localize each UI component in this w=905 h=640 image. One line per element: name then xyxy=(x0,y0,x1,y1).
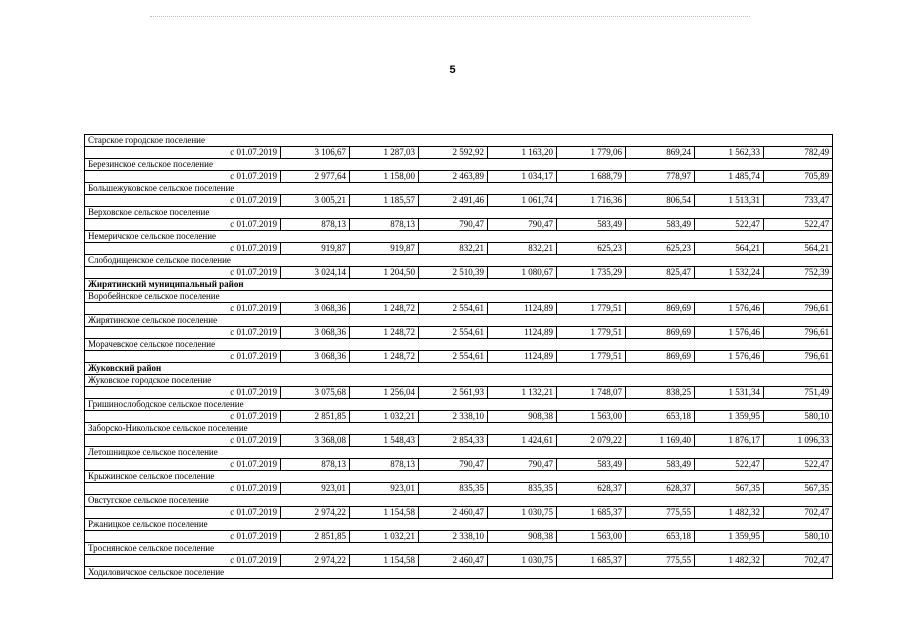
tariff-value-cell: 1 563,00 xyxy=(557,531,626,543)
tariff-value-cell: 567,35 xyxy=(695,483,764,495)
tariff-value-cell: 1 482,32 xyxy=(695,555,764,567)
tariff-table xyxy=(84,134,833,579)
tariff-value-cell: 835,35 xyxy=(419,483,488,495)
tariff-value-cell: 705,89 xyxy=(764,171,833,183)
page-number: 5 xyxy=(449,64,456,76)
settlement-header-row xyxy=(85,543,833,555)
tariff-value-cell: 796,61 xyxy=(764,351,833,363)
tariff-value-cell: 583,49 xyxy=(557,219,626,231)
effective-date: с 01.07.2019 xyxy=(85,459,281,471)
tariff-value-cell: 923,01 xyxy=(281,483,350,495)
tariff-value-cell: 2 554,61 xyxy=(419,327,488,339)
tariff-value-cell: 838,25 xyxy=(626,387,695,399)
tariff-value-cell: 869,69 xyxy=(626,351,695,363)
effective-date: с 01.07.2019 xyxy=(85,555,281,567)
settlement-header-row xyxy=(85,255,833,267)
tariff-value-cell: 2 977,64 xyxy=(281,171,350,183)
tariff-value-cell: 1 287,03 xyxy=(350,147,419,159)
tariff-value-cell: 908,38 xyxy=(488,411,557,423)
tariff-value-cell: 1 748,07 xyxy=(557,387,626,399)
settlement-header-row xyxy=(85,399,833,411)
effective-date: с 01.07.2019 xyxy=(85,411,281,423)
tariff-data-row xyxy=(85,267,833,279)
tariff-data-row xyxy=(85,195,833,207)
effective-date: с 01.07.2019 xyxy=(85,303,281,315)
tariff-value-cell: 2 460,47 xyxy=(419,555,488,567)
tariff-data-row xyxy=(85,387,833,399)
tariff-value-cell: 2 851,85 xyxy=(281,531,350,543)
settlement-name: Воробейнское сельское поселение xyxy=(85,291,833,303)
tariff-value-cell: 790,47 xyxy=(488,219,557,231)
effective-date: с 01.07.2019 xyxy=(85,195,281,207)
tariff-value-cell: 1 154,58 xyxy=(350,555,419,567)
settlement-name: Жуковское городское поселение xyxy=(85,375,833,387)
effective-date: с 01.07.2019 xyxy=(85,435,281,447)
tariff-value-cell: 702,47 xyxy=(764,555,833,567)
tariff-value-cell: 775,55 xyxy=(626,555,695,567)
district-header-row xyxy=(85,363,833,375)
tariff-value-cell: 878,13 xyxy=(281,459,350,471)
tariff-value-cell: 1 685,37 xyxy=(557,507,626,519)
settlement-header-row xyxy=(85,315,833,327)
tariff-value-cell: 878,13 xyxy=(350,459,419,471)
tariff-value-cell: 790,47 xyxy=(419,219,488,231)
tariff-value-cell: 1 061,74 xyxy=(488,195,557,207)
tariff-data-row xyxy=(85,147,833,159)
tariff-value-cell: 1 779,51 xyxy=(557,327,626,339)
tariff-value-cell: 790,47 xyxy=(419,459,488,471)
tariff-value-cell: 1 779,06 xyxy=(557,147,626,159)
tariff-value-cell: 564,21 xyxy=(764,243,833,255)
tariff-value-cell: 782,49 xyxy=(764,147,833,159)
tariff-value-cell: 775,55 xyxy=(626,507,695,519)
settlement-name: Верховское сельское поселение xyxy=(85,207,833,219)
district-name: Жирятинский муниципальный район xyxy=(85,279,833,291)
settlement-name: Немеричское сельское поселение xyxy=(85,231,833,243)
tariff-value-cell: 3 106,67 xyxy=(281,147,350,159)
tariff-value-cell: 1 688,79 xyxy=(557,171,626,183)
tariff-value-cell: 583,49 xyxy=(626,219,695,231)
tariff-value-cell: 2 851,85 xyxy=(281,411,350,423)
tariff-value-cell: 869,24 xyxy=(626,147,695,159)
tariff-value-cell: 1 154,58 xyxy=(350,507,419,519)
settlement-header-row xyxy=(85,135,833,147)
tariff-value-cell: 1124,89 xyxy=(488,351,557,363)
effective-date: с 01.07.2019 xyxy=(85,387,281,399)
tariff-value-cell: 1 034,17 xyxy=(488,171,557,183)
tariff-data-row xyxy=(85,351,833,363)
settlement-name: Овстугское сельское поселение xyxy=(85,495,833,507)
tariff-value-cell: 3 068,36 xyxy=(281,327,350,339)
effective-date: с 01.07.2019 xyxy=(85,531,281,543)
tariff-value-cell: 3 068,36 xyxy=(281,351,350,363)
tariff-value-cell: 832,21 xyxy=(488,243,557,255)
tariff-value-cell: 1 158,00 xyxy=(350,171,419,183)
tariff-value-cell: 796,61 xyxy=(764,303,833,315)
tariff-value-cell: 3 368,08 xyxy=(281,435,350,447)
tariff-value-cell: 1 576,46 xyxy=(695,303,764,315)
effective-date: с 01.07.2019 xyxy=(85,171,281,183)
settlement-name: Старское городское поселение xyxy=(85,135,833,147)
tariff-data-row xyxy=(85,483,833,495)
tariff-data-row xyxy=(85,243,833,255)
tariff-value-cell: 3 075,68 xyxy=(281,387,350,399)
district-header-row xyxy=(85,279,833,291)
tariff-value-cell: 806,54 xyxy=(626,195,695,207)
tariff-value-cell: 1 256,04 xyxy=(350,387,419,399)
tariff-value-cell: 2 491,46 xyxy=(419,195,488,207)
tariff-value-cell: 522,47 xyxy=(695,219,764,231)
tariff-value-cell: 1 482,32 xyxy=(695,507,764,519)
tariff-data-row xyxy=(85,303,833,315)
tariff-value-cell: 1124,89 xyxy=(488,303,557,315)
settlement-header-row xyxy=(85,447,833,459)
effective-date: с 01.07.2019 xyxy=(85,483,281,495)
settlement-name: Троснянское сельское поселение xyxy=(85,543,833,555)
tariff-value-cell: 3 068,36 xyxy=(281,303,350,315)
tariff-value-cell: 790,47 xyxy=(488,459,557,471)
tariff-value-cell: 1 163,20 xyxy=(488,147,557,159)
tariff-value-cell: 3 005,21 xyxy=(281,195,350,207)
tariff-value-cell: 1 032,21 xyxy=(350,411,419,423)
tariff-value-cell: 2 079,22 xyxy=(557,435,626,447)
settlement-name: Заборско-Никольское сельское поселение xyxy=(85,423,833,435)
scan-artifact-line xyxy=(150,16,750,18)
tariff-value-cell: 2 463,89 xyxy=(419,171,488,183)
tariff-value-cell: 1 030,75 xyxy=(488,507,557,519)
tariff-value-cell: 522,47 xyxy=(695,459,764,471)
tariff-value-cell: 1 532,24 xyxy=(695,267,764,279)
tariff-value-cell: 2 974,22 xyxy=(281,555,350,567)
tariff-data-row xyxy=(85,555,833,567)
tariff-value-cell: 1 359,95 xyxy=(695,531,764,543)
tariff-data-row xyxy=(85,171,833,183)
tariff-value-cell: 1 132,21 xyxy=(488,387,557,399)
tariff-value-cell: 923,01 xyxy=(350,483,419,495)
tariff-value-cell: 1 531,34 xyxy=(695,387,764,399)
tariff-value-cell: 2 338,10 xyxy=(419,531,488,543)
tariff-value-cell: 832,21 xyxy=(419,243,488,255)
settlement-header-row xyxy=(85,183,833,195)
tariff-value-cell: 1 030,75 xyxy=(488,555,557,567)
settlement-name: Слободищенское сельское поселение xyxy=(85,255,833,267)
tariff-value-cell: 1 685,37 xyxy=(557,555,626,567)
tariff-value-cell: 625,23 xyxy=(557,243,626,255)
effective-date: с 01.07.2019 xyxy=(85,243,281,255)
tariff-value-cell: 2 554,61 xyxy=(419,351,488,363)
tariff-value-cell: 3 024,14 xyxy=(281,267,350,279)
tariff-value-cell: 653,18 xyxy=(626,531,695,543)
settlement-header-row xyxy=(85,231,833,243)
settlement-header-row xyxy=(85,423,833,435)
tariff-value-cell: 1 248,72 xyxy=(350,303,419,315)
settlement-name: Жирятинское сельское поселение xyxy=(85,315,833,327)
tariff-value-cell: 733,47 xyxy=(764,195,833,207)
settlement-name: Гришинослободское сельское поселение xyxy=(85,399,833,411)
tariff-value-cell: 1 563,00 xyxy=(557,411,626,423)
tariff-value-cell: 580,10 xyxy=(764,411,833,423)
tariff-value-cell: 2 854,33 xyxy=(419,435,488,447)
tariff-data-row xyxy=(85,531,833,543)
settlement-header-row xyxy=(85,339,833,351)
settlement-header-row xyxy=(85,519,833,531)
tariff-value-cell: 1 562,33 xyxy=(695,147,764,159)
settlement-header-row xyxy=(85,207,833,219)
district-name: Жуковский район xyxy=(85,363,833,375)
settlement-header-row xyxy=(85,159,833,171)
settlement-name: Березинское сельское поселение xyxy=(85,159,833,171)
tariff-value-cell: 1 716,36 xyxy=(557,195,626,207)
tariff-value-cell: 1 576,46 xyxy=(695,351,764,363)
tariff-value-cell: 878,13 xyxy=(281,219,350,231)
tariff-value-cell: 878,13 xyxy=(350,219,419,231)
tariff-value-cell: 1 080,67 xyxy=(488,267,557,279)
settlement-name: Крыжинское сельское поселение xyxy=(85,471,833,483)
tariff-value-cell: 583,49 xyxy=(626,459,695,471)
tariff-value-cell: 1 169,40 xyxy=(626,435,695,447)
tariff-value-cell: 1 779,51 xyxy=(557,351,626,363)
effective-date: с 01.07.2019 xyxy=(85,507,281,519)
tariff-value-cell: 778,97 xyxy=(626,171,695,183)
tariff-value-cell: 580,10 xyxy=(764,531,833,543)
tariff-value-cell: 835,35 xyxy=(488,483,557,495)
tariff-data-row xyxy=(85,327,833,339)
tariff-value-cell: 1 204,50 xyxy=(350,267,419,279)
tariff-value-cell: 564,21 xyxy=(695,243,764,255)
tariff-data-row xyxy=(85,219,833,231)
settlement-name: Летошницкое сельское поселение xyxy=(85,447,833,459)
tariff-value-cell: 1 576,46 xyxy=(695,327,764,339)
tariff-value-cell: 825,47 xyxy=(626,267,695,279)
settlement-name: Ржаницкое сельское поселение xyxy=(85,519,833,531)
tariff-value-cell: 2 510,39 xyxy=(419,267,488,279)
tariff-value-cell: 522,47 xyxy=(764,219,833,231)
effective-date: с 01.07.2019 xyxy=(85,219,281,231)
tariff-value-cell: 625,23 xyxy=(626,243,695,255)
tariff-value-cell: 1 548,43 xyxy=(350,435,419,447)
tariff-value-cell: 2 554,61 xyxy=(419,303,488,315)
tariff-data-row xyxy=(85,411,833,423)
tariff-value-cell: 908,38 xyxy=(488,531,557,543)
tariff-value-cell: 628,37 xyxy=(557,483,626,495)
effective-date: с 01.07.2019 xyxy=(85,267,281,279)
tariff-table-body xyxy=(85,135,833,579)
tariff-value-cell: 2 338,10 xyxy=(419,411,488,423)
effective-date: с 01.07.2019 xyxy=(85,351,281,363)
tariff-value-cell: 1 876,17 xyxy=(695,435,764,447)
tariff-value-cell: 1 032,21 xyxy=(350,531,419,543)
tariff-value-cell: 1 485,74 xyxy=(695,171,764,183)
settlement-header-row xyxy=(85,495,833,507)
tariff-value-cell: 796,61 xyxy=(764,327,833,339)
tariff-value-cell: 1 513,31 xyxy=(695,195,764,207)
tariff-value-cell: 653,18 xyxy=(626,411,695,423)
tariff-value-cell: 869,69 xyxy=(626,327,695,339)
tariff-value-cell: 1 248,72 xyxy=(350,351,419,363)
tariff-value-cell: 567,35 xyxy=(764,483,833,495)
tariff-value-cell: 2 561,93 xyxy=(419,387,488,399)
tariff-value-cell: 869,69 xyxy=(626,303,695,315)
effective-date: с 01.07.2019 xyxy=(85,147,281,159)
settlement-name: Морачевское сельское поселение xyxy=(85,339,833,351)
tariff-data-row xyxy=(85,507,833,519)
settlement-header-row xyxy=(85,375,833,387)
tariff-value-cell: 2 592,92 xyxy=(419,147,488,159)
tariff-data-row xyxy=(85,435,833,447)
tariff-value-cell: 583,49 xyxy=(557,459,626,471)
settlement-header-row xyxy=(85,471,833,483)
tariff-value-cell: 1 185,57 xyxy=(350,195,419,207)
tariff-value-cell: 1 424,61 xyxy=(488,435,557,447)
tariff-value-cell: 919,87 xyxy=(350,243,419,255)
effective-date: с 01.07.2019 xyxy=(85,327,281,339)
tariff-value-cell: 752,39 xyxy=(764,267,833,279)
tariff-value-cell: 1 735,29 xyxy=(557,267,626,279)
tariff-value-cell: 2 460,47 xyxy=(419,507,488,519)
settlement-header-row xyxy=(85,291,833,303)
tariff-value-cell: 1 359,95 xyxy=(695,411,764,423)
tariff-value-cell: 702,47 xyxy=(764,507,833,519)
tariff-value-cell: 628,37 xyxy=(626,483,695,495)
tariff-value-cell: 1 779,51 xyxy=(557,303,626,315)
tariff-value-cell: 1124,89 xyxy=(488,327,557,339)
tariff-value-cell: 522,47 xyxy=(764,459,833,471)
tariff-value-cell: 1 248,72 xyxy=(350,327,419,339)
tariff-value-cell: 2 974,22 xyxy=(281,507,350,519)
settlement-name: Большежуковское сельское поселение xyxy=(85,183,833,195)
tariff-value-cell: 751,49 xyxy=(764,387,833,399)
tariff-value-cell: 1 096,33 xyxy=(764,435,833,447)
settlement-name: Ходиловичское сельское поселение xyxy=(85,567,833,579)
settlement-header-row xyxy=(85,567,833,579)
tariff-data-row xyxy=(85,459,833,471)
tariff-value-cell: 919,87 xyxy=(281,243,350,255)
